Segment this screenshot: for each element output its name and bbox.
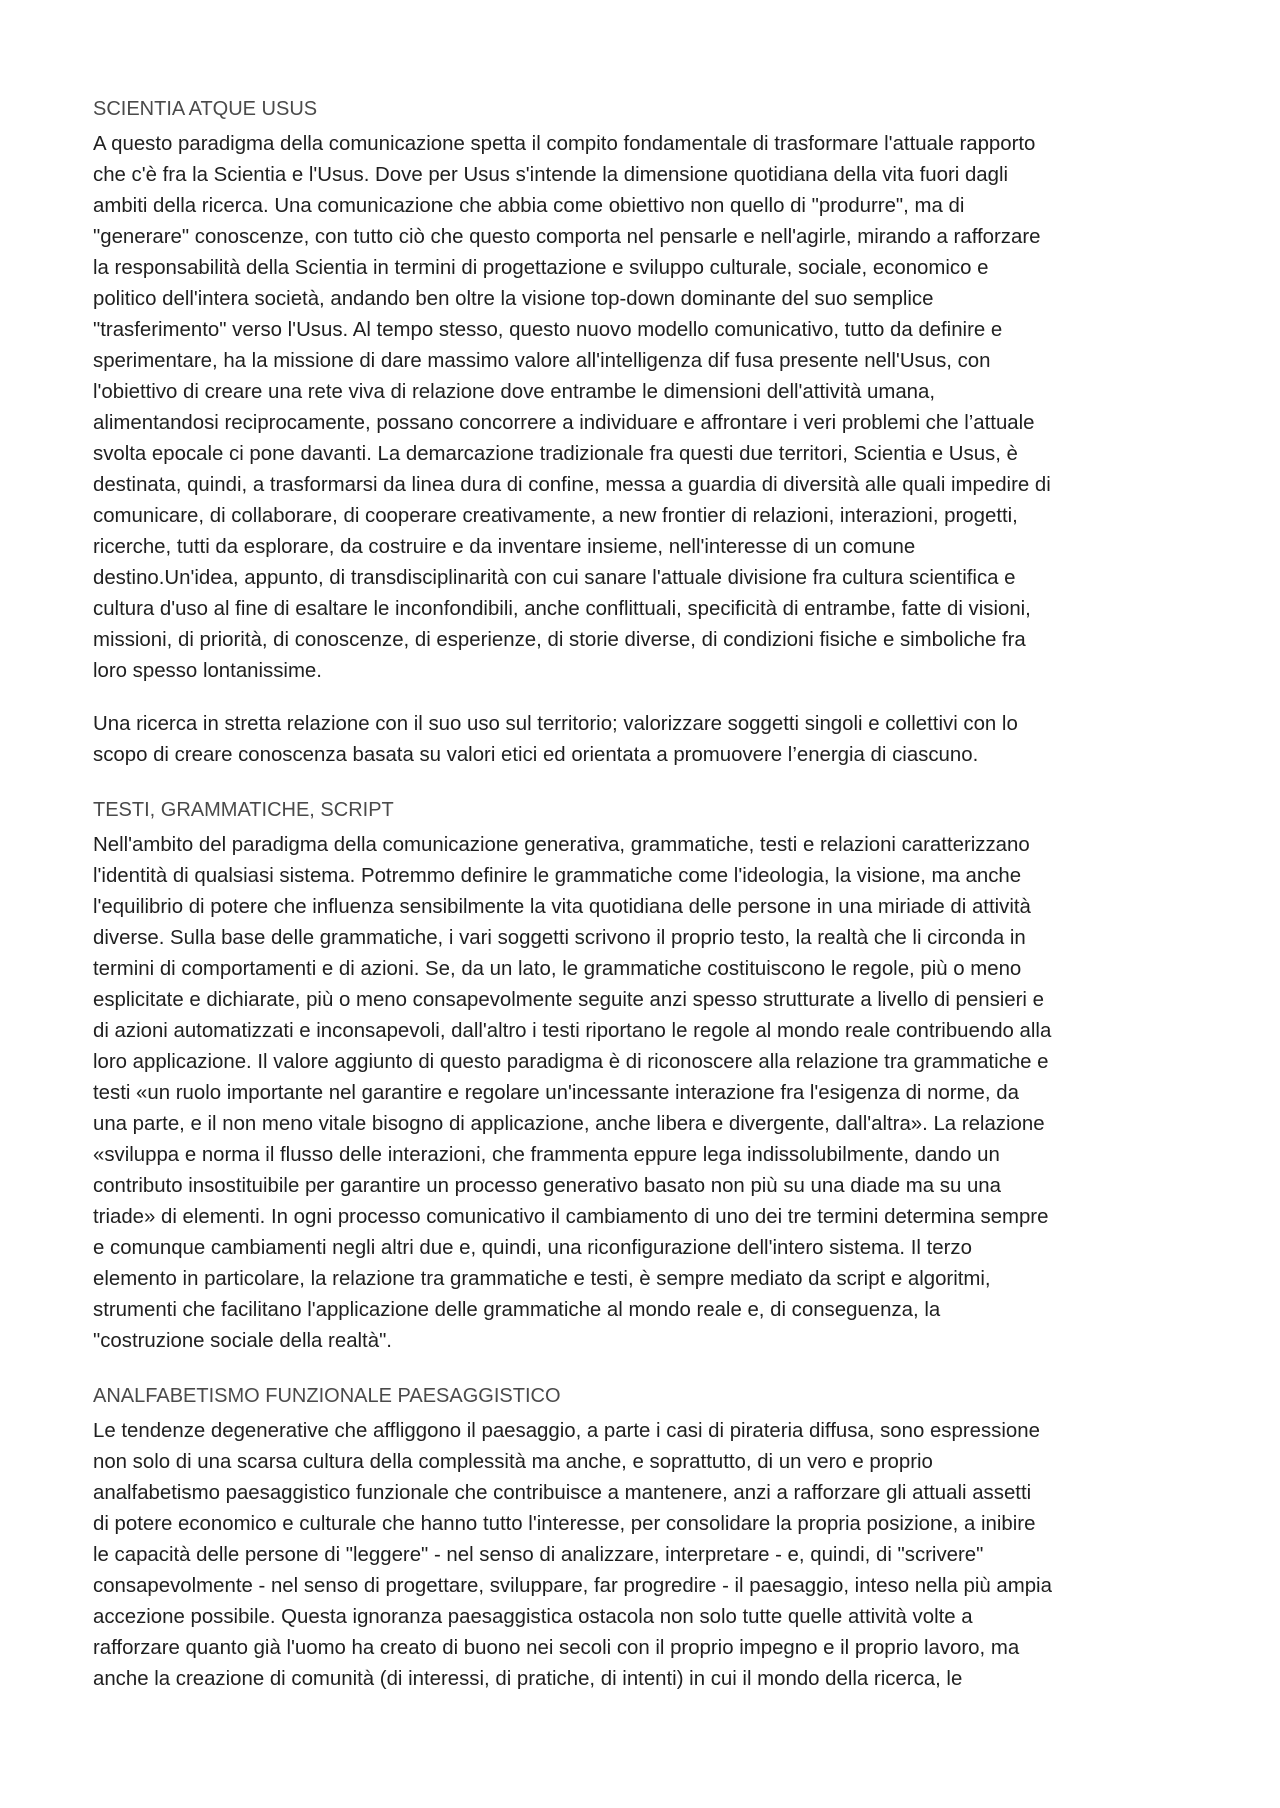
text-line: "trasferimento" verso l'Usus. Al tempo stesso, questo nuovo modello comunicativo, tutto da definire e	[93, 319, 1003, 341]
text-line: l'equilibrio di potere che influenza sensibilmente la vita quotidiana delle persone in una miriade di attività	[93, 896, 1031, 918]
text-line: diverse. Sulla base delle grammatiche, i vari soggetti scrivono il proprio testo, la realtà che li circonda in	[93, 927, 1026, 949]
text-line: "costruzione sociale della realtà".	[93, 1330, 392, 1352]
text-line: destino.Un'idea, appunto, di transdisciplinarità con cui sanare l'attuale divisione fra cultura scientifica e	[93, 567, 1016, 589]
text-line: che c'è fra la Scientia e l'Usus. Dove per Usus s'intende la dimensione quotidiana della vita fuori dagli	[93, 164, 1009, 186]
text-line: loro spesso lontanissime.	[93, 660, 322, 682]
text-line: strumenti che facilitano l'applicazione delle grammatiche al mondo reale e, di conseguenza, la	[93, 1299, 941, 1321]
text-line: elemento in particolare, la relazione tra grammatiche e testi, è sempre mediato da script e algoritmi,	[93, 1268, 991, 1290]
text-line: «sviluppa e norma il flusso delle interazioni, che frammenta eppure lega indissolubilmente, dando un	[93, 1144, 1000, 1166]
text-line: loro applicazione. Il valore aggiunto di questo paradigma è di riconoscere alla relazione tra grammatiche e	[93, 1051, 1049, 1073]
text-line: alimentandosi reciprocamente, possano concorrere a individuare e affrontare i veri problemi che l’attuale	[93, 412, 1035, 434]
text-line: "generare" conoscenze, con tutto ciò che questo comporta nel pensarle e nell'agirle, mirando a rafforzare	[93, 226, 1041, 248]
text-line: Nell'ambito del paradigma della comunicazione generativa, grammatiche, testi e relazioni caratterizzano	[93, 834, 1030, 856]
text-line: l'identità di qualsiasi sistema. Potremmo definire le grammatiche come l'ideologia, la visione, ma anche	[93, 865, 1022, 887]
paragraph	[93, 709, 1213, 771]
text-line: esplicitate e dichiarate, più o meno consapevolmente seguite anzi spesso strutturate a livello di pensieri e	[93, 989, 1044, 1011]
document-page	[93, 94, 1213, 1695]
text-line: rafforzare quanto già l'uomo ha creato di buono nei secoli con il proprio impegno e il proprio lavoro, ma	[93, 1637, 1020, 1659]
text-line: ambiti della ricerca. Una comunicazione che abbia come obiettivo non quello di "produrre", ma di	[93, 195, 965, 217]
paragraph	[93, 1416, 1213, 1695]
text-line: di azioni automatizzati e inconsapevoli, dall'altro i testi riportano le regole al mondo reale contribuendo alla	[93, 1020, 1052, 1042]
section-title: ANALFABETISMO FUNZIONALE PAESAGGISTICO	[93, 1385, 561, 1407]
text-line: le capacità delle persone di "leggere" - nel senso di analizzare, interpretare - e, quindi, di "scrivere"	[93, 1544, 984, 1566]
text-line: Le tendenze degenerative che affliggono il paesaggio, a parte i casi di pirateria diffusa, sono espressione	[93, 1420, 1040, 1442]
text-line: ricerche, tutti da esplorare, da costruire e da inventare insieme, nell'interesse di un comune	[93, 536, 916, 558]
text-line: anche la creazione di comunità (di interessi, di pratiche, di intenti) in cui il mondo della ricerca, le	[93, 1668, 963, 1690]
text-line: accezione possibile. Questa ignoranza paesaggistica ostacola non solo tutte quelle attività volte a	[93, 1606, 973, 1628]
text-line: una parte, e il non meno vitale bisogno di applicazione, anche libera e divergente, dall'altra». La relazione	[93, 1113, 1045, 1135]
text-line: testi «un ruolo importante nel garantire e regolare un'incessante interazione fra l'esigenza di norme, da	[93, 1082, 1019, 1104]
text-line: contributo insostituibile per garantire un processo generativo basato non più su una diade ma su una	[93, 1175, 1001, 1197]
text-line: comunicare, di collaborare, di cooperare creativamente, a new frontier di relazioni, interazioni, progetti,	[93, 505, 1018, 527]
text-line: l'obiettivo di creare una rete viva di relazione dove entrambe le dimensioni dell'attività umana,	[93, 381, 935, 403]
text-line: consapevolmente - nel senso di progettare, sviluppare, far progredire - il paesaggio, inteso nella più ampia	[93, 1575, 1052, 1597]
text-line: termini di comportamenti e di azioni. Se, da un lato, le grammatiche costituiscono le regole, più o meno	[93, 958, 1022, 980]
text-line: e comunque cambiamenti negli altri due e, quindi, una riconfigurazione dell'intero sistema. Il terzo	[93, 1237, 972, 1259]
text-line: analfabetismo paesaggistico funzionale che contribuisce a mantenere, anzi a rafforzare gli attuali assetti	[93, 1482, 1032, 1504]
paragraph	[93, 129, 1213, 687]
section-analfabetismo-funzionale	[93, 1381, 1213, 1695]
text-line: missioni, di priorità, di conoscenze, di esperienze, di storie diverse, di condizioni fisiche e simboliche fra	[93, 629, 1026, 651]
text-line: politico dell'intera società, andando ben oltre la visione top-down dominante del suo semplice	[93, 288, 934, 310]
paragraph	[93, 830, 1213, 1357]
text-line: sperimentare, ha la missione di dare massimo valore all'intelligenza dif fusa presente nell'Usus, con	[93, 350, 991, 372]
text-line: svolta epocale ci pone davanti. La demarcazione tradizionale fra questi due territori, Scientia e Usus, è	[93, 443, 1018, 465]
section-testi-grammatiche-script	[93, 795, 1213, 1357]
text-line: destinata, quindi, a trasformarsi da linea dura di confine, messa a guardia di diversità alle quali impedire di	[93, 474, 1051, 496]
section-scientia-atque-usus	[93, 94, 1213, 771]
text-line: di potere economico e culturale che hanno tutto l'interesse, per consolidare la propria posizione, a inibire	[93, 1513, 1036, 1535]
text-line: Una ricerca in stretta relazione con il suo uso sul territorio; valorizzare soggetti singoli e collettivi con lo	[93, 713, 1018, 735]
text-line: non solo di una scarsa cultura della complessità ma anche, e soprattutto, di un vero e proprio	[93, 1451, 933, 1473]
section-title: TESTI, GRAMMATICHE, SCRIPT	[93, 799, 394, 821]
text-line: la responsabilità della Scientia in termini di progettazione e sviluppo culturale, sociale, economico e	[93, 257, 989, 279]
text-line: A questo paradigma della comunicazione spetta il compito fondamentale di trasformare l'attuale rapporto	[93, 133, 1036, 155]
text-line: triade» di elementi. In ogni processo comunicativo il cambiamento di uno dei tre termini determina sempre	[93, 1206, 1049, 1228]
text-line: scopo di creare conoscenza basata su valori etici ed orientata a promuovere l’energia di ciascuno.	[93, 744, 979, 766]
section-title: SCIENTIA ATQUE USUS	[93, 98, 318, 120]
text-line: cultura d'uso al fine di esaltare le inconfondibili, anche conflittuali, specificità di entrambe, fatte di visioni,	[93, 598, 1031, 620]
